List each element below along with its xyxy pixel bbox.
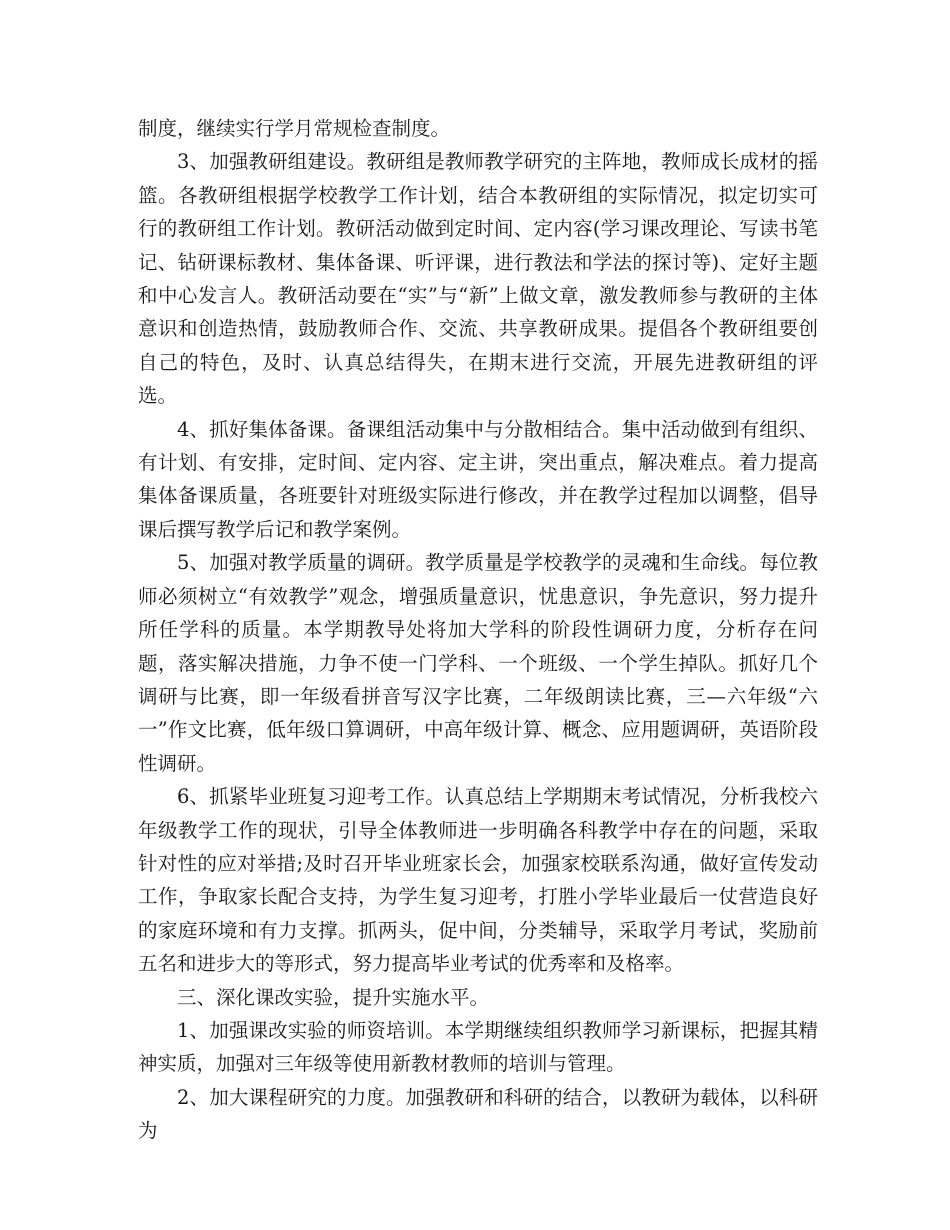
paragraph-graduating-class-review: 6、抓紧毕业班复习迎考工作。认真总结上学期期末考试情况，分析我校六年级教学工作的现状，引导全体教师进一步明确各科教学中存在的问题，采取针对性的应对举措;及时召开毕业班家长会，加强家校联系沟通，做好宣传发动工作，争取家长配合支持，为学生复习迎考，打胜小学毕业最后一仗营造良好的家庭环境和有力支撑。抓两头，促中间，分类辅导，采取学月考试，奖励前五名和进步大的等形式，努力提高毕业考试的优秀率和及格率。 xyxy=(138,785,818,976)
document-body xyxy=(138,112,818,1148)
paragraph-curriculum-research: 2、加大课程研究的力度。加强教研和科研的结合，以教研为载体，以科研为 xyxy=(138,1085,818,1143)
paragraph-quality-survey: 5、加强对教学质量的调研。教学质量是学校教学的灵魂和生命线。每位教师必须树立“有效教学”观念，增强质量意识，忧患意识，争先意识，努力提升所任学科的质量。本学期教导处将加大学科的阶段性调研力度，分析存在问题，落实解决措施，力争不使一门学科、一个班级、一个学生掉队。抓好几个调研与比赛，即一年级看拼音写汉字比赛，二年级朗读比赛，三—六年级“六一”作文比赛，低年级口算调研，中高年级计算、概念、应用题调研，英语阶段性调研。 xyxy=(138,551,818,775)
paragraph-collective-lesson-prep: 4、抓好集体备课。备课组活动集中与分散相结合。集中活动做到有组织、有计划、有安排，定时间、定内容、定主讲，突出重点，解决难点。着力提高集体备课质量，各班要针对班级实际进行修改，并在教学过程加以调整，倡导课后撰写教学后记和教学案例。 xyxy=(138,417,818,541)
section-heading-curriculum-reform: 三、深化课改实验，提升实施水平。 xyxy=(177,985,490,1009)
paragraph-continuation: 制度，继续实行学月常规检查制度。 xyxy=(138,117,451,140)
paragraph-teaching-research-group: 3、加强教研组建设。教研组是教师教学研究的主阵地，教师成长成材的摇篮。各教研组根据学校教学工作计划，结合本教研组的实际情况，拟定切实可行的教研组工作计划。教研活动做到定时间、定内容(学习课改理论、写读书笔记、钻研课标教材、集体备课、听评课，进行教法和学法的探讨等)、定好主题和中心发言人。教研活动要在“实”与“新”上做文章，激发教师参与教研的主体意识和创造热情，鼓励教师合作、交流、共享教研成果。提倡各个教研组要创自己的特色，及时、认真总结得失，在期末进行交流，开展先进教研组的评选。 xyxy=(138,150,818,408)
paragraph-teacher-training: 1、加强课改实验的师资培训。本学期继续组织教师学习新课标，把握其精神实质，加强对三年级等使用新教材教师的培训与管理。 xyxy=(138,1018,818,1076)
